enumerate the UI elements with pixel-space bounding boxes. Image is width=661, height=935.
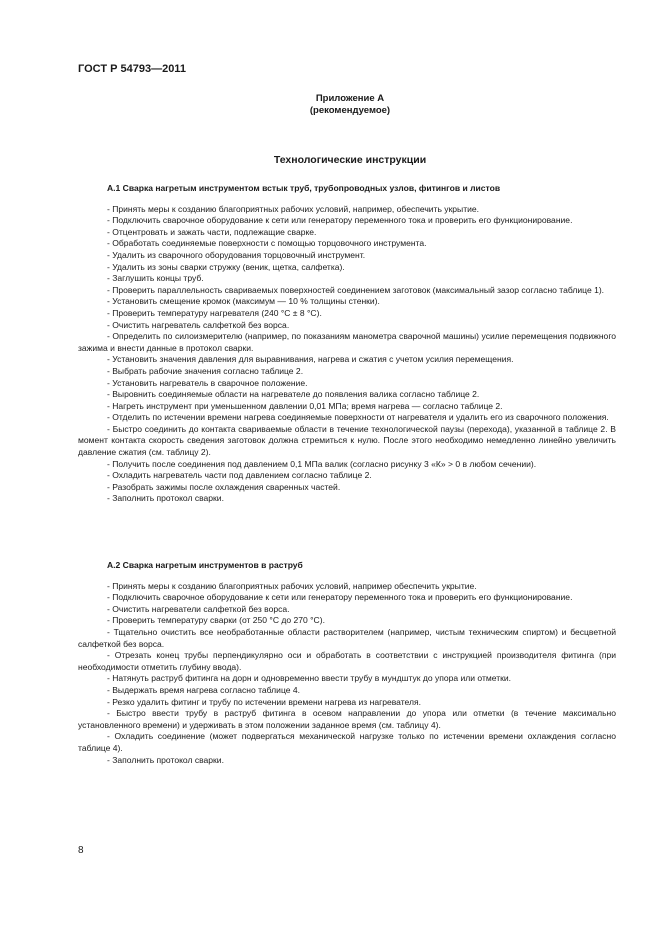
instruction-item: - Резко удалить фитинг и трубу по истечении времени нагрева из нагревателя. [107, 696, 421, 707]
instruction-item: - Установить нагреватель в сварочное положение. [107, 377, 308, 388]
instruction-item: - Отделить по истечении времени нагрева соединяемые поверхности от нагревателя и удалить его из сварочного положения. [107, 412, 609, 423]
annex-title: Приложение А [315, 93, 385, 104]
instruction-item: - Удалить из зоны сварки стружку (веник, щетка, салфетка). [107, 261, 345, 272]
instruction-item: - Быстро ввести трубу в раструб фитинга в осевом направлении до упора или отметки (в течение максимально установленного времени) и удерживать в этом положении заданное время (см. таблицу 4). [78, 708, 616, 730]
instruction-item: - Выровнить соединяемые области на нагревателе до появления валика согласно таблице 2. [107, 389, 480, 400]
section-heading: А.2 Сварка нагретым инструментов в раструб [107, 560, 303, 570]
section-a1 [78, 183, 616, 505]
instruction-item: - Заполнить протокол сварки. [107, 493, 224, 504]
instruction-item: - Заполнить протокол сварки. [107, 754, 224, 765]
instruction-item: - Определить по силоизмерителю (например, по показаниям манометра сварочной машины) усилие перемещения подвижного зажима и внести данные в протокол сварки. [78, 331, 616, 353]
instruction-item: - Отцентровать и зажать части, подлежащие сварке. [107, 226, 317, 237]
instruction-item: - Натянуть раструб фитинга на дорн и одновременно ввести трубу в мундштук до упора или отметки. [107, 673, 512, 684]
page-number: 8 [78, 845, 84, 856]
instruction-item: - Принять меры к созданию благоприятных рабочих условий, например, обеспечить укрытие. [107, 203, 480, 214]
instruction-item: - Установить значения давления для выравнивания, нагрева и сжатия с учетом усилия перемещения. [107, 354, 514, 365]
document-title: Технологические инструкции [273, 154, 427, 166]
instruction-item: - Разобрать зажимы после охлаждения сваренных частей. [107, 481, 341, 492]
instruction-item: - Быстро соединить до контакта свариваемые области в течение технологической паузы (перехода), указанной в таблице 2. В момент контакта скорость сведения заготовок должна стремиться к нулю. После этого необходимо немедленно линейно увеличить давление сжатия (см. таблицу 2). [78, 423, 616, 458]
instruction-item: - Тщательно очистить все необработанные области растворителем (например, чистым техническим спиртом) и бесцветной салфеткой без ворса. [78, 626, 616, 649]
instruction-item: - Установить смещение кромок (максимум — 10 % толщины стенки). [107, 296, 380, 307]
instruction-item: - Подключить сварочное оборудование к сети или генератору переменного тока и проверить его функционирование. [107, 215, 573, 226]
instruction-item: - Принять меры к созданию благоприятных рабочих условий, например обеспечить укрытие. [107, 580, 477, 591]
section-heading: А.1 Сварка нагретым инструментом встык труб, трубопроводных узлов, фитингов и листов [107, 183, 501, 193]
instruction-item: - Подключить сварочное оборудование к сети или генератору переменного тока и проверить его функционирование. [107, 592, 573, 603]
instruction-item: - Охладить нагреватель части под давлением согласно таблице 2. [107, 470, 372, 481]
instruction-item: - Получить после соединения под давлением 0,1 МПа валик (согласно рисунку 3 «К» > 0 в любом сечении). [107, 458, 537, 469]
instruction-item: - Выбрать рабочие значения согласно таблице 2. [107, 365, 304, 376]
instruction-item: - Отрезать конец трубы перпендикулярно оси и обработать в соответствии с инструкцией производителя фитинга (при необходимости отметить глубину ввода). [78, 650, 616, 672]
instruction-item: - Охладить соединение (может подвергаться механической нагрузке только по истечении времени охлаждения согласно таблице 4). [78, 731, 616, 753]
instruction-item: - Проверить температуру нагревателя (240 °С ± 8 °С). [107, 307, 322, 318]
instruction-item: - Проверить параллельность свариваемых поверхностей соединением заготовок (максимальный зазор согласно таблице 1). [107, 284, 605, 295]
instruction-item: - Нагреть инструмент при уменьшенном давлении 0,01 МПа; время нагрева — согласно таблице 2. [107, 400, 503, 411]
instruction-item: - Очистить нагреватель салфеткой без ворса. [107, 319, 290, 330]
instruction-item: - Очистить нагреватели салфеткой без ворса. [107, 603, 290, 614]
instruction-item: - Выдержать время нагрева согласно таблице 4. [107, 684, 300, 695]
standard-code: ГОСТ Р 54793—2011 [78, 63, 186, 75]
instruction-item: - Проверить температуру сварки (от 250 °С до 270 °С). [107, 615, 325, 626]
annex-status: (рекомендуемое) [309, 105, 391, 116]
instruction-item: - Заглушить концы труб. [107, 273, 204, 284]
section-a2 [78, 560, 616, 766]
instruction-item: - Удалить из сварочного оборудования торцовочный инструмент. [107, 249, 366, 260]
instruction-item: - Обработать соединяемые поверхности с помощью торцовочного инструмента. [107, 238, 427, 249]
